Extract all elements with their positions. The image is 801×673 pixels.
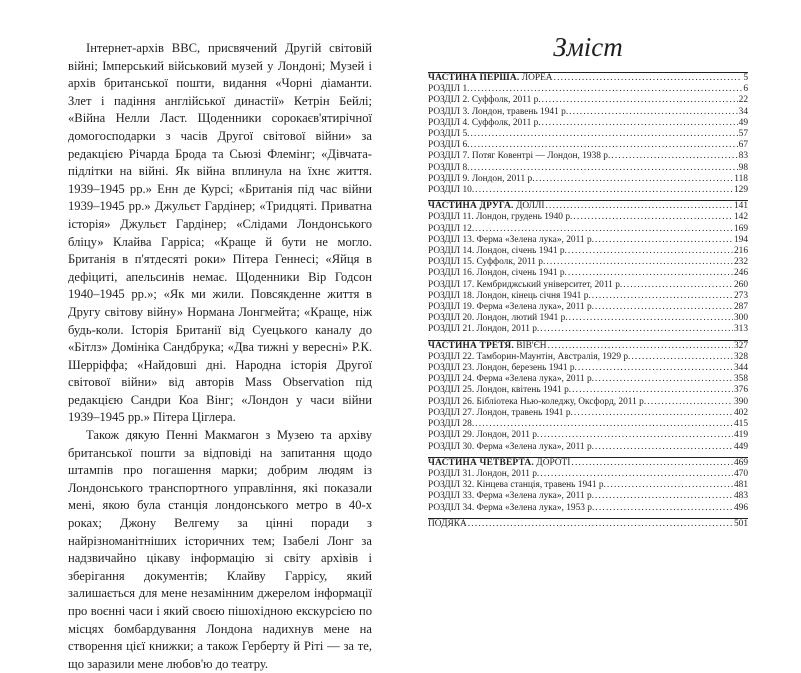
- toc-dot-leader: [475, 224, 733, 235]
- toc-entry[interactable]: [428, 246, 748, 257]
- toc-part-name: ДОРОТІ: [536, 457, 571, 468]
- toc-part-heading[interactable]: [428, 458, 748, 469]
- toc-page-number: 469: [733, 457, 748, 468]
- toc-page-number: 327: [733, 340, 748, 351]
- toc-part: [428, 200, 748, 335]
- toc-page-number: 194: [733, 234, 748, 245]
- toc-dot-leader: [611, 151, 737, 162]
- toc-entry[interactable]: [428, 291, 748, 302]
- toc-part-name: ВІВ'ЄН: [516, 340, 547, 351]
- toc-page-number: 57: [738, 129, 748, 140]
- toc-entry-title: РОЗДІЛ 30. Ферма «Зелена лука», 2011 р.: [428, 441, 594, 452]
- toc-page-number: 142: [733, 212, 748, 223]
- toc-dot-leader: [607, 480, 733, 491]
- toc-title: Зміст: [553, 32, 623, 62]
- toc-entry-title: РОЗДІЛ 10.: [428, 185, 475, 196]
- toc-entry[interactable]: [428, 151, 748, 162]
- toc-dot-leader: [574, 408, 733, 419]
- toc-entry[interactable]: [428, 174, 748, 185]
- toc-entry-title: РОЗДІЛ 17. Кембриджський університет, 2011 р.: [428, 279, 623, 290]
- toc-entry-title: РОЗДІЛ 20. Лондон, лютий 1941 р.: [428, 313, 568, 324]
- toc-dot-leader: [470, 140, 737, 151]
- toc-page-number: 470: [733, 468, 748, 479]
- table-of-contents: [428, 72, 748, 530]
- toc-dot-leader: [623, 280, 733, 291]
- toc-page-number: 98: [738, 162, 748, 173]
- toc-entry-title: РОЗДІЛ 24. Ферма «Зелена лука», 2011 р.: [428, 374, 594, 385]
- toc-entry[interactable]: [428, 212, 748, 223]
- toc-entry[interactable]: [428, 257, 748, 268]
- toc-part: [428, 340, 748, 453]
- toc-entry-title: РОЗДІЛ 22. Тамборин-Маунтін, Австралія, 1929 р.: [428, 351, 631, 362]
- toc-dot-leader: [536, 174, 734, 185]
- toc-entry[interactable]: [428, 430, 748, 441]
- toc-page-number: 129: [733, 185, 748, 196]
- toc-entry-title: РОЗДІЛ 7. Потяг Ковентрі — Лондон, 1938 р.: [428, 151, 611, 162]
- toc-entry[interactable]: [428, 118, 748, 129]
- toc-entry[interactable]: [428, 185, 748, 196]
- toc-part: [428, 72, 748, 196]
- toc-dot-leader: [542, 118, 738, 129]
- toc-page-number: 49: [738, 117, 748, 128]
- toc-entry-title: РОЗДІЛ 21. Лондон, 2011 р.: [428, 324, 540, 335]
- toc-dot-leader: [571, 458, 733, 469]
- toc-entry-title: РОЗДІЛ 12.: [428, 223, 475, 234]
- toc-dot-leader: [470, 129, 737, 140]
- toc-page-number: 501: [733, 518, 748, 529]
- toc-page-number: 67: [738, 140, 748, 151]
- toc-dot-leader: [468, 519, 733, 530]
- toc-entry[interactable]: [428, 324, 748, 335]
- toc-dot-leader: [595, 374, 733, 385]
- toc-dot-leader: [568, 268, 733, 279]
- toc-entry-title: РОЗДІЛ 28.: [428, 419, 475, 430]
- toc-page-number: 83: [738, 151, 748, 162]
- toc-entry-title: РОЗДІЛ 26. Бібліотека Нью-коледжу, Оксфорд, 2011 р.: [428, 396, 647, 407]
- toc-part-heading[interactable]: [428, 201, 748, 212]
- toc-page-number: 246: [733, 268, 748, 279]
- toc-dot-leader: [631, 352, 733, 363]
- toc-page-number: 287: [733, 302, 748, 313]
- toc-page-number: 216: [733, 246, 748, 257]
- toc-dot-leader: [573, 212, 733, 223]
- toc-page-number: 402: [733, 407, 748, 418]
- toc-entry-title: РОЗДІЛ 18. Лондон, кінець січня 1941 р.: [428, 290, 591, 301]
- toc-dot-leader: [595, 235, 733, 246]
- toc-dot-leader: [647, 397, 733, 408]
- toc-dot-leader: [578, 363, 733, 374]
- toc-page-number: 260: [733, 279, 748, 290]
- toc-entry-title: РОЗДІЛ 11. Лондон, грудень 1940 р.: [428, 212, 573, 223]
- toc-entry-title: РОЗДІЛ 13. Ферма «Зелена лука», 2011 р.: [428, 234, 594, 245]
- toc-entry-title: РОЗДІЛ 19. Ферма «Зелена лука», 2011 р.: [428, 302, 594, 313]
- toc-dot-leader: [572, 385, 733, 396]
- toc-part-heading[interactable]: [428, 341, 748, 352]
- toc-entry-title: РОЗДІЛ 1.: [428, 84, 470, 95]
- toc-page-number: 328: [733, 351, 748, 362]
- toc-dot-leader: [569, 313, 733, 324]
- toc-page-number: 483: [733, 491, 748, 502]
- toc-dot-leader: [542, 95, 738, 106]
- toc-entry[interactable]: [428, 224, 748, 235]
- toc-part-heading[interactable]: [428, 73, 748, 84]
- toc-page-number: 6: [743, 84, 748, 95]
- toc-page-number: 344: [733, 363, 748, 374]
- toc-entry-title: РОЗДІЛ 25. Лондон, квітень 1941 р.: [428, 385, 572, 396]
- toc-entry[interactable]: [428, 302, 748, 313]
- toc-page-number: 34: [738, 106, 748, 117]
- toc-entry[interactable]: [428, 469, 748, 480]
- toc-entry[interactable]: [428, 374, 748, 385]
- toc-entry-title: РОЗДІЛ 15. Суффолк, 2011 р.: [428, 257, 546, 268]
- toc-page-number: 419: [733, 430, 748, 441]
- toc-entry-title: РОЗДІЛ 3. Лондон, травень 1941 р.: [428, 106, 569, 117]
- toc-entry[interactable]: [428, 363, 748, 374]
- toc-final-section: [428, 518, 748, 530]
- toc-page-number: 376: [733, 385, 748, 396]
- toc-page-number: 232: [733, 257, 748, 268]
- toc-page-number: 449: [733, 441, 748, 452]
- toc-entry[interactable]: [428, 385, 748, 396]
- toc-entry-acknowledgements[interactable]: [428, 519, 748, 530]
- toc-entry-title: РОЗДІЛ 27. Лондон, травень 1941 р.: [428, 407, 573, 418]
- toc-page-number: 169: [733, 223, 748, 234]
- toc-entry[interactable]: [428, 503, 748, 514]
- toc-dot-leader: [595, 503, 733, 514]
- acknowledgements-text: [68, 40, 372, 673]
- toc-page-number: 118: [734, 173, 748, 184]
- toc-part-label: ЧАСТИНА ДРУГА.: [428, 201, 514, 212]
- toc-page-number: 496: [733, 502, 748, 513]
- toc-entry[interactable]: [428, 280, 748, 291]
- toc-entry[interactable]: [428, 313, 748, 324]
- toc-page-number: 313: [733, 324, 748, 335]
- toc-dot-leader: [569, 107, 737, 118]
- toc-dot-leader: [545, 201, 732, 212]
- toc-entry[interactable]: [428, 480, 748, 491]
- toc-entry[interactable]: [428, 84, 748, 95]
- toc-dot-leader: [470, 84, 742, 95]
- toc-dot-leader: [595, 442, 733, 453]
- toc-page-number: 141: [733, 201, 748, 212]
- toc-dot-leader: [546, 257, 733, 268]
- toc-page-number: 300: [733, 313, 748, 324]
- acknowledgements-paragraph-2: Також дякую Пенні Макмагон з Музею та архіву британської пошти за відповіді на запитання щодо штампів про погашення марки; добрим людям із Лондонського транспортного управління, які показали мені, якою була станція лондонського метро в 40-х роках; Джону Велгему за цінні поради з найрізноманітніших історичних тем; Ізабелі Лонг за надзвичайно цікаву інформацію зі світу архівів і зберігання документів; Клайву Гаррісу, який залишається для мене незамінним джерелом інформації про воєнні часи і який своєю пішохідною екскурсією по місцях бомбардування Лондона надихнув мене на створення цієї книжки; а також Герберту й Ріті — за те, що заразили мене любов'ю до театру.: [68, 428, 372, 671]
- toc-dot-leader: [540, 430, 733, 441]
- left-page: [0, 0, 400, 671]
- toc-entry[interactable]: [428, 107, 748, 118]
- toc-entry[interactable]: [428, 163, 748, 174]
- toc-entry[interactable]: [428, 352, 748, 363]
- toc-dot-leader: [554, 73, 743, 84]
- toc-entry[interactable]: [428, 397, 748, 408]
- toc-page-number: 358: [733, 374, 748, 385]
- toc-entry-title: РОЗДІЛ 23. Лондон, березень 1941 р.: [428, 363, 577, 374]
- toc-entry[interactable]: [428, 442, 748, 453]
- toc-part-name: ДОЛЛІ: [515, 201, 545, 212]
- toc-entry[interactable]: [428, 408, 748, 419]
- toc-entry-title: РОЗДІЛ 2. Суффолк, 2011 р.: [428, 95, 541, 106]
- toc-part-label: ЧАСТИНА ПЕРША.: [428, 73, 520, 83]
- toc-entry-title: РОЗДІЛ 4. Суффолк, 2011 р.: [428, 117, 541, 128]
- toc-entry-title: РОЗДІЛ 9. Лондон, 2011 р.: [428, 173, 535, 184]
- toc-part-label: ЧАСТИНА ЧЕТВЕРТА.: [428, 457, 534, 468]
- toc-dot-leader: [475, 185, 733, 196]
- toc-page-number: 481: [733, 480, 748, 491]
- toc-part-label: ЧАСТИНА ТРЕТЯ.: [428, 340, 514, 351]
- toc-page-number: 273: [733, 290, 748, 301]
- toc-dot-leader: [548, 341, 733, 352]
- toc-entry-title: РОЗДІЛ 16. Лондон, січень 1941 р.: [428, 268, 567, 279]
- toc-dot-leader: [595, 302, 733, 313]
- toc-entry-title: РОЗДІЛ 29. Лондон, 2011 р.: [428, 430, 540, 441]
- toc-entry-title: РОЗДІЛ 14. Лондон, січень 1941 р.: [428, 246, 567, 257]
- toc-entry[interactable]: [428, 491, 748, 502]
- toc-page-number: 5: [743, 73, 748, 83]
- toc-dot-leader: [592, 291, 733, 302]
- toc-entry[interactable]: [428, 129, 748, 140]
- toc-entry-title: РОЗДІЛ 6.: [428, 140, 470, 151]
- toc-page-number: 22: [738, 95, 748, 106]
- toc-entry[interactable]: [428, 419, 748, 430]
- toc-part: [428, 457, 748, 514]
- toc-dot-leader: [568, 246, 733, 257]
- toc-dot-leader: [475, 419, 733, 430]
- toc-entry[interactable]: [428, 95, 748, 106]
- toc-entry-title: РОЗДІЛ 8.: [428, 162, 470, 173]
- toc-page-number: 415: [733, 419, 748, 430]
- toc-entry[interactable]: [428, 235, 748, 246]
- toc-entry-title: РОЗДІЛ 5.: [428, 129, 470, 140]
- acknowledgements-paragraph-1: Інтернет-архів BBC, присвячений Другій світовій війні; Імперський військовий музей у Лондоні; Музей і архів британської пошти, видання «Чорні діаманти. Злет і падіння англійської династії» Кетрін Бейлі; «Війна Нелли Ласт. Щоденники сорокаєв'ятирічної домогосподарки з часів Другої світової війни» за редакцією Річарда Брода та Сьюзі Флемінг; «Дівчата-підлітки на війні. Як війна вплинула на їхнє життя. 1939–1945 рр.» Енн де Курсі; «Британія під час війни 1939–1945 рр.» Джульєт Гардінер; «Тридцяті. Приватна історія» Джульєт Гардінер; «Слідами Лондонського бліцу» Клайва Гарріса; «Краще й бути не могло. Британія в п'ятдесяті роки» Пітера Геннесі; «Яйця в дефіциті, апельсинів немає. Щоденники Вір Годсон 1940–1945 рр.»; «Як ми жили. Повсякденне життя в Другу світову війну» Нормана Лонгмейта; «Краще, ніж будь-коли. Історія Британії від Суецького каналу до «Бітлз» Домініка Сандбрука; «Два тижні у вересні» Р.К. Шерріффа; «Найдовші дні. Народна історія Другої світової війни» від авторів Mass Observation під редакцією Сандри Коа Вінг; «Лондон у часи війни 1939–1945 рр.» Пітера Ціглера.: [68, 41, 372, 425]
- toc-dot-leader: [470, 163, 737, 174]
- toc-dot-leader: [595, 491, 733, 502]
- toc-entry-title: РОЗДІЛ 33. Ферма «Зелена лука», 2011 р.: [428, 491, 594, 502]
- toc-dot-leader: [540, 324, 733, 335]
- toc-entry[interactable]: [428, 268, 748, 279]
- toc-dot-leader: [540, 469, 733, 480]
- toc-entry-title: РОЗДІЛ 32. Кінцева станція, травень 1941 р.: [428, 480, 606, 491]
- toc-page-number: 390: [733, 396, 748, 407]
- toc-entry-title: ПОДЯКА: [428, 518, 467, 529]
- toc-entry[interactable]: [428, 140, 748, 151]
- toc-entry-title: РОЗДІЛ 31. Лондон, 2011 р.: [428, 468, 540, 479]
- toc-part-name: ЛОРЕА: [521, 73, 553, 83]
- toc-entry-title: РОЗДІЛ 34. Ферма «Зелена лука», 1953 р.: [428, 502, 595, 513]
